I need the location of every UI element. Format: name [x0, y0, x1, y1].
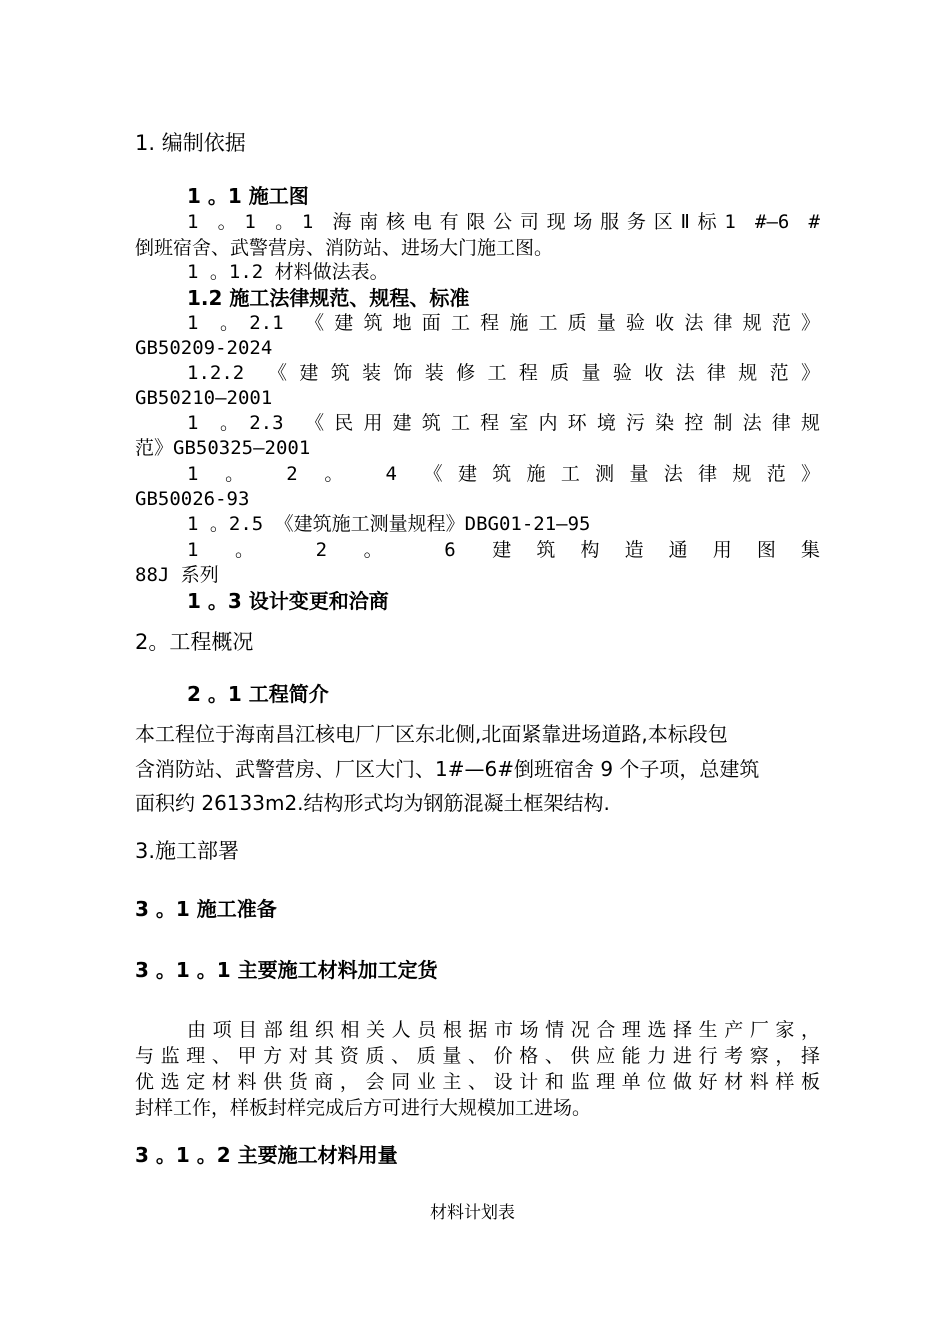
section-2-1-title: 2 。1 工程简介 — [187, 682, 329, 706]
item-1-2-6-line1: 1 。 2 。 6 建筑构造通用图集 — [187, 539, 820, 561]
item-1-2-2-line1: 1.2.2 《建筑装饰装修工程质量验收法律规范》 — [187, 362, 820, 384]
section-1-3-title: 1 。3 设计变更和洽商 — [187, 589, 389, 613]
paragraph-3-1-1-line2: 与监理、甲方对其资质、质量、价格、供应能力进行考察，择 — [135, 1045, 820, 1067]
item-1-2-4-line2: GB50026-93 — [135, 488, 250, 510]
item-1-1-1-line2: 倒班宿舍、武警营房、消防站、进场大门施工图。 — [135, 237, 554, 259]
paragraph-3-1-1-line1: 由项目部组织相关人员根据市场情况合理选择生产厂家， — [187, 1019, 820, 1041]
section-3-1-title: 3 。1 施工准备 — [135, 897, 277, 921]
item-1-2-2-line2: GB50210—2001 — [135, 387, 273, 409]
item-1-2-1-line2: GB50209-2024 — [135, 337, 273, 359]
item-1-2-4-line1: 1 。 2 。 4 《建筑施工测量法律规范》 — [187, 463, 820, 485]
section-1-1-title: 1 。1 施工图 — [187, 184, 309, 208]
item-1-2-6-line2: 88J 系列 — [135, 564, 219, 586]
paragraph-2-1-line3: 面积约 26133m2.结构形式均为钢筋混凝土框架结构. — [135, 791, 610, 815]
section-1-2-title: 1.2 施工法律规范、规程、标准 — [187, 286, 470, 310]
section-1-title: 1. 编制依据 — [135, 131, 246, 155]
paragraph-2-1-line2: 含消防站、武警营房、厂区大门、1#—6#倒班宿舍 9 个子项，总建筑 — [135, 757, 760, 781]
paragraph-3-1-1-line3: 优选定材料供货商，会同业主、设计和监理单位做好材料样板 — [135, 1071, 820, 1093]
item-1-2-1-line1: 1 。2.1 《建筑地面工程施工质量验收法律规范》 — [187, 312, 820, 334]
section-3-title: 3.施工部署 — [135, 839, 240, 863]
item-1-1-1-line1: 1 。1 。1 海南核电有限公司现场服务区Ⅱ标1 #—6 # — [187, 211, 820, 233]
section-2-title: 2。工程概况 — [135, 630, 254, 654]
item-1-2-3-line2: 范》GB50325—2001 — [135, 437, 311, 459]
paragraph-3-1-1-line4: 封样工作，样板封样完成后方可进行大规模加工进场。 — [135, 1097, 592, 1119]
section-3-1-2-title: 3 。1 。2 主要施工材料用量 — [135, 1143, 398, 1167]
item-1-1-2: 1 。1.2 材料做法表。 — [187, 261, 389, 283]
table-caption: 材料计划表 — [430, 1203, 515, 1223]
section-3-1-1-title: 3 。1 。1 主要施工材料加工定货 — [135, 958, 438, 982]
item-1-2-5: 1 。2.5 《建筑施工测量规程》DBG01-21—95 — [187, 513, 591, 535]
item-1-2-3-line1: 1 。2.3 《民用建筑工程室内环境污染控制法律规 — [187, 412, 820, 434]
paragraph-2-1-line1: 本工程位于海南昌江核电厂厂区东北侧,北面紧靠进场道路,本标段包 — [135, 722, 728, 746]
